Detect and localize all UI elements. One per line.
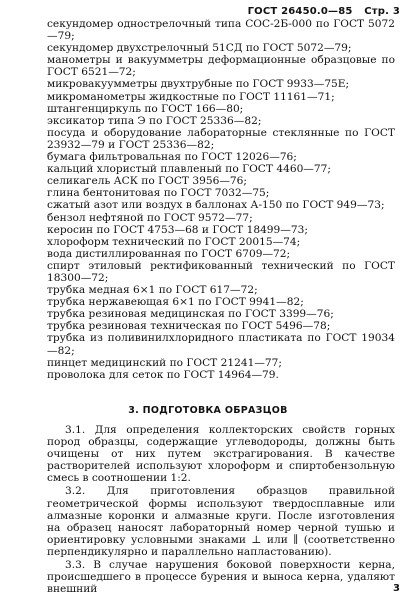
- page-number: 3: [393, 583, 400, 594]
- list-item: секундомер однострелочный типа СОС-2Б-000 по ГОСТ 5072—79;: [47, 18, 395, 43]
- list-item: хлороформ технический по ГОСТ 20015—74;: [47, 235, 301, 248]
- list-item: трубка из поливинилхлоридного пластиката по ГОСТ 19034—82;: [47, 332, 395, 357]
- list-item: спирт этиловый ректификованный технический по ГОСТ 18300—72;: [47, 259, 395, 284]
- list-item: вода дистиллированная по ГОСТ 6709—72;: [47, 247, 291, 260]
- list-item: секундомер двухстрелочный 51СД по ГОСТ 5072—79;: [47, 42, 352, 55]
- list-item: проволока для сеток по ГОСТ 14964—79.: [47, 368, 279, 381]
- list-item: глина бентонитовая по ГОСТ 7032—75;: [47, 187, 270, 200]
- standard-code: ГОСТ 26450.0—85: [247, 6, 353, 17]
- list-item: манометры и вакуумметры деформационные образцовые по ГОСТ 6521—72;: [47, 54, 395, 79]
- list-item: трубка резиновая техническая по ГОСТ 5496—78;: [47, 320, 331, 333]
- paragraph-3-1: 3.1. Для определения коллекторских свойств горных пород образцы, содержащие углеводороды, должны быть очищены от них путем экстрагирования. В качестве растворителей используют хлороформ и спиртобензольную смесь в соотношении 1:2.: [47, 424, 395, 485]
- section-body: [47, 424, 395, 596]
- list-item: керосин по ГОСТ 4753—68 и ГОСТ 18499—73;: [47, 223, 308, 236]
- paragraph-3-3: 3.3. В случае нарушения боковой поверхности керна, происшедшего в процессе бурения и выноса керна, удаляют внешний: [47, 559, 395, 596]
- page-label: Стр. 3: [364, 6, 400, 17]
- list-item: бензол нефтяной по ГОСТ 9572—77;: [47, 211, 253, 224]
- section-heading: 3. ПОДГОТОВКА ОБРАЗЦОВ: [128, 405, 288, 416]
- list-item: бумага фильтровальная по ГОСТ 12026—76;: [47, 151, 297, 164]
- list-item: микровакуумметры двухтрубные по ГОСТ 9933—75Е;: [47, 78, 350, 91]
- list-item: пинцет медицинский по ГОСТ 21241—77;: [47, 356, 282, 369]
- list-item: кальций хлористый плавленый по ГОСТ 4460—77;: [47, 163, 331, 176]
- equipment-list: [47, 18, 395, 381]
- page-header: [248, 6, 400, 17]
- list-item: посуда и оборудование лабораторные стеклянные по ГОСТ 23932—79 и ГОСТ 25336—82;: [47, 126, 395, 151]
- list-item: микроманометры жидкостные по ГОСТ 11161—71;: [47, 90, 335, 103]
- list-item: селикагель АСК по ГОСТ 3956—76;: [47, 175, 247, 188]
- list-item: сжатый азот или воздух в баллонах А-150 по ГОСТ 949—73;: [47, 199, 385, 212]
- list-item: штангенциркуль по ГОСТ 166—80;: [47, 102, 244, 115]
- paragraph-3-2: 3.2. Для приготовления образцов правильной геометрической формы используют твердосплавные или алмазные коронки и алмазные круги. После изготовления на образец наносят лабораторный номер черной тушью и ориентировку условными знаками ⊥ или ∥ (соответственно перпендикулярно и параллельно напластованию).: [47, 485, 395, 558]
- list-item: трубка резиновая медицинская по ГОСТ 3399—76;: [47, 308, 334, 321]
- list-item: трубка нержавеющая 6×1 по ГОСТ 9941—82;: [47, 296, 304, 309]
- list-item: трубка медная 6×1 по ГОСТ 617—72;: [47, 284, 258, 297]
- list-item: эксикатор типа Э по ГОСТ 25336—82;: [47, 114, 262, 127]
